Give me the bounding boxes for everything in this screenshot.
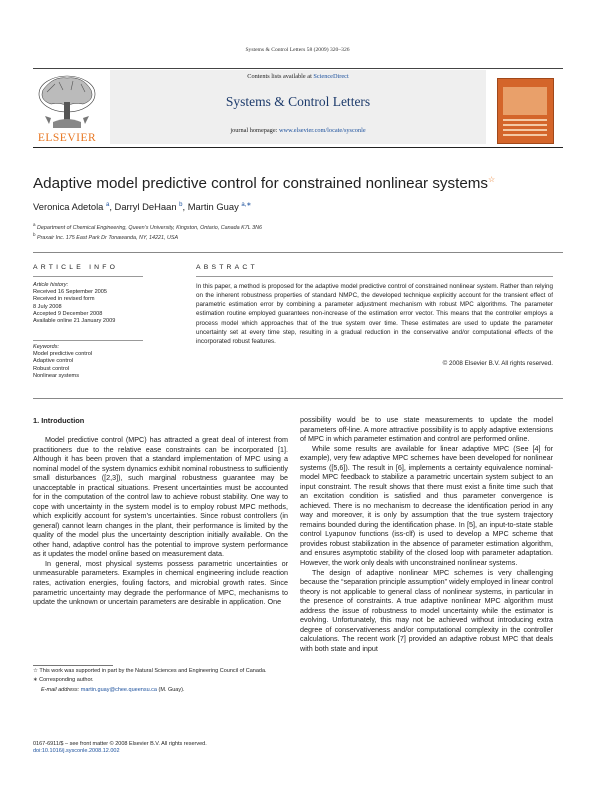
homepage-link[interactable]: www.elsevier.com/locate/sysconle (278, 127, 366, 134)
footnote-divider (33, 665, 113, 666)
keyword: Robust control (33, 365, 70, 372)
divider (33, 252, 563, 253)
title-footnote-mark[interactable]: ☆ (488, 175, 496, 184)
homepage-line (110, 127, 486, 134)
elsevier-logo (33, 72, 101, 144)
affiliation (33, 222, 262, 231)
footnote (33, 687, 288, 694)
email-suffix: (M. Guay). (158, 686, 185, 693)
footnote-text: Corresponding author. (39, 677, 94, 684)
history-item: Accepted 9 December 2008 (33, 310, 103, 317)
author-name: Martin Guay (187, 201, 239, 213)
footnote-text: This work was supported in part by the Natural Sciences and Engineering Council of Canada. (39, 668, 267, 674)
affiliation-text: Praxair Inc. 175 East Park Dr Tonawanda, NY, 14221, USA (37, 234, 179, 241)
journal-reference: Systems & Control Letters 58 (2009) 320–326 (245, 47, 350, 53)
author-name: Veronica Adetola (33, 201, 104, 213)
email-link[interactable]: martin.guay@chee.queensu.ca (80, 686, 157, 693)
abstract-copyright: © 2008 Elsevier B.V. All rights reserved. (442, 360, 553, 367)
journal-title: Systems & Control Letters (225, 94, 371, 109)
issn-line: 0167-6911/$ – see front matter © 2008 Elsevier B.V. All rights reserved. (33, 741, 207, 747)
journal-cover-image (497, 78, 554, 144)
author-affil-mark[interactable]: a (105, 202, 110, 208)
divider (33, 398, 563, 399)
article-info-heading: ARTICLE INFO (33, 264, 119, 271)
affiliation (33, 232, 178, 241)
affiliation-mark: b (33, 232, 36, 237)
divider (33, 340, 143, 341)
keyword: Nonlinear systems (33, 372, 80, 379)
footnote-mark: ∗ (33, 677, 38, 684)
homepage-prefix: journal homepage: (230, 127, 278, 134)
divider (196, 276, 553, 277)
history-item: Received 16 September 2005 (33, 289, 108, 296)
history-item: Available online 21 January 2009 (33, 318, 116, 325)
section-heading: 1. Introduction (33, 416, 85, 425)
divider (33, 276, 143, 277)
keywords (33, 344, 143, 380)
author-list: Veronica Adetola $^a$, Darryl DeHaan $^b$, Martin Guay $^{a,∗}$ (33, 201, 252, 213)
author-affil-mark[interactable]: b (179, 202, 183, 208)
sciencedirect-link[interactable]: ScienceDirect (313, 73, 349, 80)
doi-link[interactable]: doi:10.1016/j.sysconle.2008.12.002 (33, 748, 120, 755)
history-item: Received in revised form (33, 296, 95, 303)
paper-title-text: Adaptive model predictive control for constrained nonlinear systems (33, 175, 489, 193)
cover-title-block (503, 87, 547, 115)
elsevier-tree-icon (33, 72, 101, 130)
body-paragraph: While some results are available for linear adaptive MPC (See [4] for example), very few adaptive MPC schemes have been developed for nonlinear systems ([5,6]). The result in [6], implements a certainty equivalence nominal-model MPC feedback to stabilize a parametric uncertain system subject to an input constraint. The result shows that there must exist a finite time such that an excitation condition is satisfied and thus parameter convergence is achieved. There is no mechanism to decrease the identification period in any way and moreover, it is only by assumption that the true system trajectory remains bounded during the identification phase. In [5], an input-to-state stable control Lyapunov functions (iss-clf) is used to develop a MPC scheme that provides robust stabilization in the absence of parameter estimation algorithm, and ensures asymptotic stability of the closed loop with parameter adaptation. However, the work only deals with unconstrained nonlinear systems. (300, 443, 553, 567)
bottom-info (33, 741, 288, 756)
footnotes (33, 668, 288, 696)
contents-line (110, 73, 486, 80)
body-paragraph: possibility would be to use state measurements to update the model parameters off-line. A more attractive possibility is to apply adaptive extensions of MPC in which parameter estimation and control are performed online. (300, 415, 553, 444)
keywords-label: Keywords: (33, 344, 60, 350)
author-name: Darryl DeHaan (114, 201, 177, 213)
footnote (33, 677, 288, 684)
article-history (33, 282, 143, 325)
keyword: Adaptive control (33, 358, 74, 365)
body-paragraph: Model predictive control (MPC) has attracted a great deal of interest from practitioners due to the relative ease constraints can be incorporated [1]. Although it has been proven that a standard implementation of MPC using a nominal model of the system dynamics exhibit nominal robustness to sufficiently small disturbances ([2,3]), such marginal robustness guarantee may be unacceptable in practical situations. Present uncertainties must be accounted for in the computation of the control law to achieve robust stability. One way to cope with uncertainty in the system model is to employ robust MPC methods, which explicitly account for system’s uncertainties. Since robust controllers (in general) cannot learn changes in the plant, their performance is limited by the quality of the model plus the uncertainty description initially available. On the other hand, adaptive control has the potential to improve system performance as it updates the model online based on measurement data. (33, 435, 288, 559)
body-column-right (300, 415, 553, 791)
keyword: Model predictive control (33, 351, 93, 358)
email-label: E-mail address: (41, 686, 80, 693)
history-label: Article history: (33, 282, 69, 288)
body-paragraph: The design of adaptive nonlinear MPC schemes is very challenging because the “separation principle assumption” widely employed in linear control theory is not applicable to general class of nonlinear systems, in particular in the presence of constraints. A true adaptive nonlinear MPC algorithm must address the issue of robustness to model uncertainty while the estimator is evolving. Unfortunately, this may not be achieved without introducing extra degree of conservativeness and/or computational complexity in the controller calculations. The recent work [7] provided an adaptive robust MPC that deals with both state and input (300, 567, 553, 653)
body-column-left (33, 435, 288, 663)
abstract-heading: ABSTRACT (196, 264, 258, 271)
affiliation-text: Department of Chemical Engineering, Queen’s University, Kingston, Ontario, Canada K7L 3N6 (37, 224, 263, 231)
body-paragraph: In general, most physical systems possess parametric uncertainties or unmeasurable parameters. Examples in chemical engineering include reaction rates, activation energies, fouling factors, and microbial growth rates. Since parametric uncertainty may degrade the performance of MPC, mechanisms to update the unknown or uncertain parameters are desirable in application. One (33, 558, 288, 607)
paper-title (33, 175, 495, 192)
affiliation-mark: a (33, 222, 36, 227)
author-affil-mark[interactable]: a,∗ (241, 202, 252, 208)
cover-text-lines (503, 119, 547, 137)
footnote (33, 668, 288, 675)
history-item: 8 July 2008 (33, 303, 62, 310)
contents-prefix: Contents lists available at (247, 73, 312, 80)
abstract-text: In this paper, a method is proposed for the adaptive model predictive control of constrained nonlinear system. Rather than relying on the inherent robustness properties of standard NMPC, the developed technique explicitly account for the transient effect of parametric estimation error by combining a parameter adjustment mechanism with robust MPC algorithms. The parameter estimation routine employed guarantees non-increase of the estimation error vector. This means that the controller employs a process model which approaches that of the true system over time. These estimates are used to update the parameter uncertainty set at every time step, resulting in a gradual reduction in the conservative and/or computational effects of the incorporated robust features. (196, 283, 553, 345)
elsevier-wordmark: ELSEVIER (37, 132, 97, 144)
footnote-mark: ☆ (33, 668, 38, 674)
